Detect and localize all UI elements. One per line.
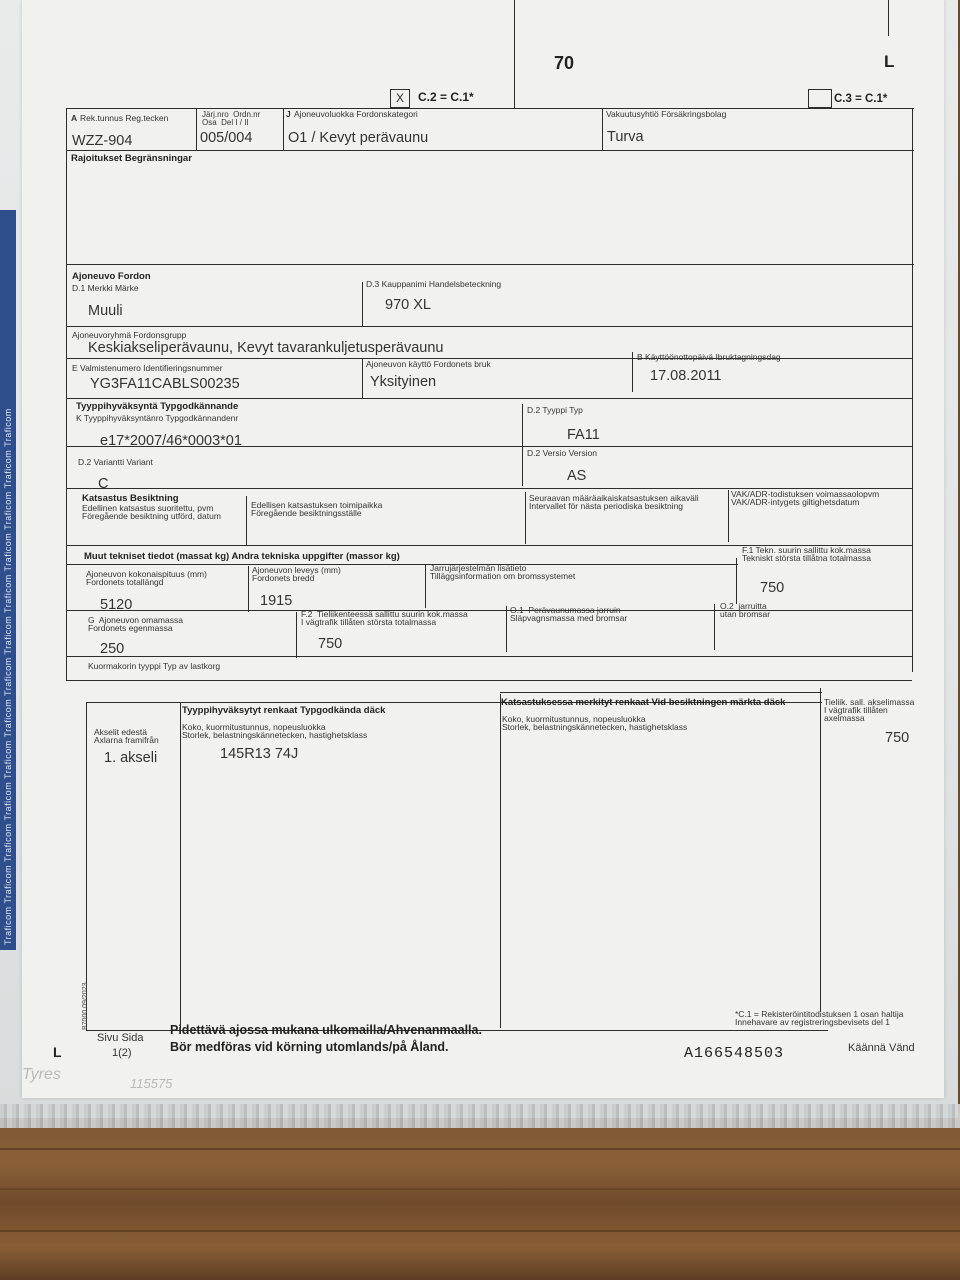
width-value: 1915 bbox=[260, 593, 293, 609]
ordn-value: 005/004 bbox=[200, 130, 253, 146]
body-type-label: Kuormakorin tyyppi Typ av lastkorg bbox=[88, 661, 221, 671]
d2-type-label: D.2 Tyyppi Typ bbox=[527, 405, 583, 415]
d2-version-label: D.2 Versio Version bbox=[527, 448, 597, 458]
notice-finnish: Pidettävä ajossa mukana ulkomailla/Ahvenanmaalla. bbox=[170, 1023, 482, 1037]
page-code: 70 bbox=[554, 53, 575, 73]
insurance-label: Vakuutusyhtiö Försäkringsbolag bbox=[606, 109, 727, 119]
side-letter: L bbox=[884, 52, 895, 71]
d2-type-value: FA11 bbox=[567, 427, 600, 443]
c3-label: C.3 = C.1* bbox=[834, 93, 888, 105]
turn-page: Käännä Vänd bbox=[848, 1042, 915, 1054]
traficom-strip-text: Traficom Traficom Traficom Traficom Traficom Traficom Traficom Traficom Traficom Traficom Traficom Traficom Traficom bbox=[3, 408, 13, 945]
length-label: Ajoneuvon kokonaispituus (mm) Fordonets totallängd bbox=[86, 569, 207, 587]
length-value: 5120 bbox=[100, 597, 133, 613]
j-prefix: J bbox=[286, 109, 291, 119]
d2-variant-value: C bbox=[98, 476, 109, 492]
d3-value: 970 XL bbox=[385, 297, 431, 313]
approved-tyres-value: 145R13 74J bbox=[220, 746, 299, 762]
axle-value: 1. akseli bbox=[104, 750, 158, 766]
o2-label: O.2 jarruitta utan bromsar bbox=[720, 601, 771, 619]
approved-tyres-label: Tyyppihyväksytyt renkaat Typgodkända däck bbox=[182, 705, 386, 716]
b-label: B Käyttöönottopäivä Ibruktagningsdag bbox=[637, 352, 781, 362]
use-label: Ajoneuvon käyttö Fordonets bruk bbox=[366, 359, 491, 369]
g-label: G Ajoneuvon omamassa Fordonets egenmassa bbox=[88, 615, 183, 633]
d1-label: D.1 Merkki Märke bbox=[72, 283, 139, 293]
page-label: Sivu Sida bbox=[97, 1032, 144, 1044]
e-label: E Valmistenumero Identifieringsnummer bbox=[72, 363, 223, 373]
c2-checkbox: X bbox=[390, 89, 410, 108]
f2-label: F.2 Tieliikenteessä sallittu suurin kok.massa I vägtrafik tillåten största totalmassa bbox=[301, 609, 468, 627]
serial-number: A166548503 bbox=[684, 1045, 785, 1062]
form-code: B7000 09/2023 bbox=[82, 982, 89, 1030]
prev-inspection-label: Edellinen katsastus suoritettu, pvm Föregående besiktning utförd, datum bbox=[82, 503, 221, 521]
reg-prefix: A bbox=[71, 113, 78, 123]
approval-section-label: Tyyppihyväksyntä Typgodkännande bbox=[76, 401, 239, 412]
brake-info-label: Jarrujärjestelmän lisätieto Tilläggsinformation om bromssystemet bbox=[430, 563, 576, 581]
d1-value: Muuli bbox=[88, 303, 123, 319]
station-label: Edellisen katsastuksen toimipaikka Föregående besiktningsställe bbox=[251, 500, 383, 518]
insurance-value: Turva bbox=[607, 129, 644, 145]
footer-letter: L bbox=[53, 1044, 62, 1060]
b-value: 17.08.2011 bbox=[650, 368, 722, 384]
marked-tyres-sublabel: Koko, kuormitustunnus, nopeusluokka Storlek, belastningskännetecken, hastighetsklass bbox=[502, 714, 688, 732]
k-label: K Tyyppihyväksyntänro Typgodkännandenr bbox=[76, 413, 239, 423]
marked-tyres-label: Katsastuksessa merkityt renkaat Vid besiktningen märkta däck bbox=[501, 697, 786, 708]
e-value: YG3FA11CABLS00235 bbox=[90, 376, 240, 392]
group-label: Ajoneuvoryhmä Fordonsgrupp bbox=[72, 330, 187, 340]
c3-checkbox bbox=[808, 89, 832, 108]
vak-label: VAK/ADR-todistuksen voimassaolopvm VAK/ADR-intygets giltighetsdatum bbox=[731, 489, 880, 507]
reg-label: Rek.tunnus Reg.tecken bbox=[80, 113, 169, 123]
k-value: e17*2007/46*0003*01 bbox=[100, 433, 242, 449]
inspection-section-label: Katsastus Besiktning bbox=[82, 493, 179, 504]
tyres-stamp: Tyres bbox=[22, 1066, 61, 1083]
vehicle-section-label: Ajoneuvo Fordon bbox=[72, 271, 151, 282]
o1-label: O.1 Perävaunumassa jarruin Släpvagnsmassa med bromsar bbox=[510, 605, 628, 623]
restrictions-label: Rajoitukset Begränsningar bbox=[71, 153, 192, 164]
width-label: Ajoneuvon leveys (mm) Fordonets bredd bbox=[252, 565, 341, 583]
reg-value: WZZ-904 bbox=[72, 133, 133, 149]
d2-version-value: AS bbox=[567, 468, 587, 484]
d3-label: D.3 Kauppanimi Handelsbeteckning bbox=[366, 279, 502, 289]
notice-swedish: Bör medföras vid körning utomlands/på Åland. bbox=[170, 1040, 449, 1054]
technical-section-label: Muut tekniset tiedot (massat kg) Andra tekniska uppgifter (massor kg) bbox=[84, 551, 400, 562]
c1-note: *C.1 = Rekisteröintitodistuksen 1 osan haltija Innehavare av registreringsbevisets del 1 bbox=[735, 1009, 904, 1027]
axle-label: Akselit edestä Axlarna framifrån bbox=[94, 727, 159, 745]
use-value: Yksityinen bbox=[370, 374, 437, 390]
c2-label: C.2 = C.1* bbox=[418, 90, 474, 104]
axle-mass-label: Tieliik. sall. akselimassa I vägtrafik tillåten axelmassa bbox=[824, 697, 915, 723]
f1-value: 750 bbox=[760, 580, 785, 596]
axle-mass-value: 750 bbox=[885, 730, 910, 746]
d2-variant-label: D.2 Variantti Variant bbox=[78, 457, 153, 467]
next-inspection-label: Seuraavan määräaikaiskatsastuksen aikaväli Intervallet för nästa periodiska besiktning bbox=[529, 493, 699, 511]
page-value: 1(2) bbox=[112, 1047, 132, 1059]
stamp-number: 115575 bbox=[130, 1076, 173, 1091]
j-label: Ajoneuvoluokka Fordonskategori bbox=[294, 109, 418, 119]
ordn-label: Järj.nro Ordn.nr Osa Del I / II bbox=[202, 110, 261, 127]
f1-label: F.1 Tekn. suurin sallittu kok.massa Tekniskt största tillåtna totalmassa bbox=[742, 545, 871, 563]
approved-tyres-sublabel: Koko, kuormitustunnus, nopeusluokka Storlek, belastningskännetecken, hastighetsklass bbox=[182, 722, 368, 740]
group-value: Keskiakseliperävaunu, Kevyt tavarankuljetusperävaunu bbox=[88, 340, 444, 356]
j-value: O1 / Kevyt perävaunu bbox=[288, 130, 429, 146]
f2-value: 750 bbox=[318, 636, 343, 652]
g-value: 250 bbox=[100, 641, 125, 657]
